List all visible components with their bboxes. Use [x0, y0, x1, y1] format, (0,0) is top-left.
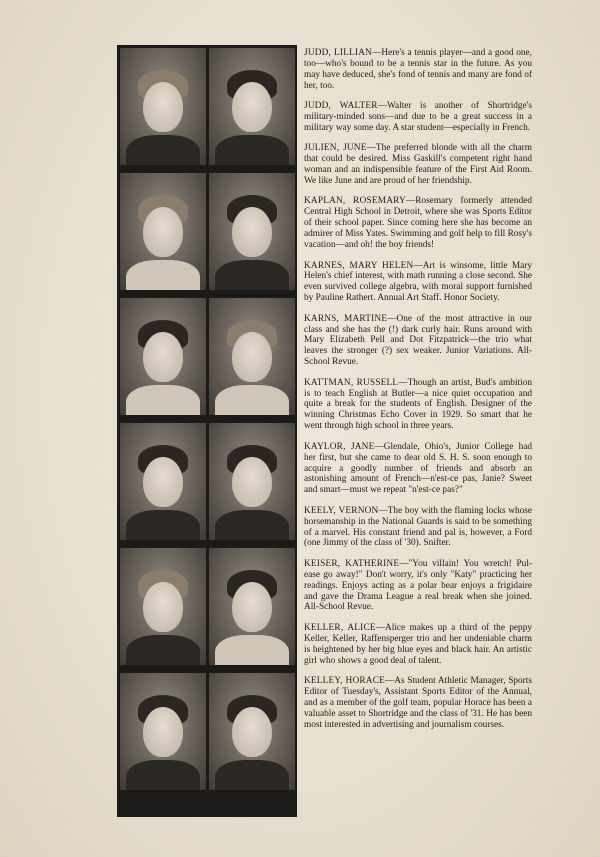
bio-text: —As Student Athletic Manager, Sports Editor of Tuesday's, Assistant Sports Editor of the Annual, and as a member of the golf team, popular Horace has been a valuable asset to Shortridge and the class of '31. He has been most interested in advertising and journalism courses.: [304, 676, 532, 730]
student-name: KAPLAN, ROSEMARY: [304, 196, 406, 207]
student-name: JULIEN, JUNE: [304, 143, 367, 154]
portrait-lillian-judd: [120, 48, 206, 165]
bio-text: —Glendale, Ohio's, Junior College had her first, but she came to dear old S. H. S. soon enough to acquire a goodly number of friends and absorb an astonishing amount of French—n'est-ce pas, Janie? Sweet and smart—must we repeat "n'est-ce pas?": [304, 441, 532, 496]
portrait-walter-judd: [209, 48, 295, 165]
biography-column: [304, 48, 532, 740]
portrait-mary-helen-karnes: [120, 298, 206, 415]
student-name: KARNES, MARY HELEN: [304, 260, 414, 271]
student-name: KAYLOR, JANE: [304, 441, 375, 452]
portrait-russell-kattman: [120, 423, 206, 540]
student-name: KATTMAN, RUSSELL: [304, 377, 399, 388]
portrait-column: [117, 45, 297, 817]
bio-entry: [304, 378, 532, 433]
student-name: KEELY, VERNON: [304, 505, 379, 516]
portrait-vernon-keely: [120, 548, 206, 665]
bio-text: —"You villain! You wretch! Pul-ease go away!" Don't worry, it's only "Katy" practicing her readings. Enjoys acting as a polar bear enjoys a frigidaire and gave the Drama League a real break when she joined. All-School Revue.: [304, 558, 532, 613]
bio-text: —Here's a tennis player—and a good one, too—who's bound to be a tennis star in the future. As you may have deduced, she's fond of tennis and many are fond of her, too.: [304, 48, 532, 91]
student-name: JUDD, LILLIAN: [304, 48, 373, 58]
bio-entry: [304, 559, 532, 614]
portrait-rosemary-kaplan: [209, 173, 295, 290]
bio-entry: [304, 48, 532, 92]
student-name: KELLEY, HORACE: [304, 676, 385, 686]
bio-entry: [304, 623, 532, 667]
bio-text: —One of the most attractive in our class and she has the (!) dark curly hair. Runs around with Mary Elizabeth Pell and Dot Fitzpatrick—the trio what leaves the stronger (?) sex weaker. Junior Variations. All-School Revue.: [304, 313, 532, 368]
portrait-horace-kelley: [209, 673, 295, 790]
bio-entry: [304, 442, 532, 497]
bio-text: —Though an artist, Bud's ambition is to teach English at Butler—a nice quiet occupation and quite a break for the students of English. Designer of the winning Christmas Echo Cover in 1929. So smart that he went through high school in three years.: [304, 377, 532, 432]
bio-entry: [304, 314, 532, 369]
student-name: KELLER, ALICE: [304, 622, 376, 633]
student-name: JUDD, WALTER: [304, 101, 378, 112]
portrait-jane-kaylor: [209, 423, 295, 540]
bio-text: —The boy with the flaming locks whose horsemanship in the National Guards is said to be something of a marvel. His constant friend and pal is, however, a Ford (one Jimmy of the class of '30). Snifter.: [304, 505, 533, 549]
bio-entry: [304, 196, 532, 251]
bio-entry: [304, 101, 532, 134]
bio-entry: [304, 506, 532, 550]
bio-entry: [304, 261, 532, 305]
bio-text: —Alice makes up a third of the peppy Keller, Keller, Raffensperger trio and her undeniable charm is heightened by her big blue eyes and black hair. An artistic girl who shows a good deal of talent.: [304, 622, 532, 666]
portrait-martine-karns: [209, 298, 295, 415]
bio-text: —Walter is another of Shortridge's military-minded sons—and due to be a great success in a military way some day. A star student—especially in French.: [304, 101, 532, 133]
portrait-june-julien: [120, 173, 206, 290]
student-name: KARNS, MARTINE: [304, 313, 388, 324]
bio-entry: [304, 143, 532, 187]
portrait-katherine-keiser: [209, 548, 295, 665]
bio-text: —The preferred blonde with all the charm that could be desired. Miss Gaskill's competent right hand woman and an indispensible feature of the First Aid Room. We like June and are proud of her friendship.: [304, 143, 533, 187]
student-name: KEISER, KATHERINE: [304, 558, 400, 569]
portrait-alice-keller: [120, 673, 206, 790]
bio-text: —Art is winsome, little Mary Helen's chief interest, with math running a close second. She even survived college algebra, with moral support furnished by Pauline Rathert. Annual Art Staff. Honor Society.: [304, 260, 532, 304]
bio-text: —Rosemary formerly attended Central High School in Detroit, where she was Sports Editor of their school paper. Since coming here she has become an admirer of Miss Yates. Swimming and golf help to fill Rosy's vacation—and oh! the boy friends!: [304, 196, 532, 251]
bio-entry: [304, 676, 532, 731]
